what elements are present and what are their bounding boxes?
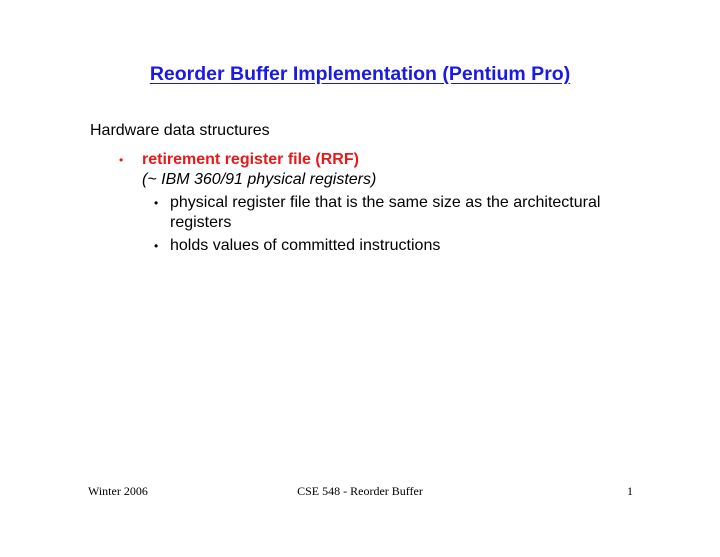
bullet-rrf-subtext: (~ IBM 360/91 physical registers)	[142, 171, 377, 188]
sub-bullet-text: holds values of committed instructions	[170, 237, 441, 254]
intro-text: Hardware data structures	[90, 122, 270, 139]
slide-title: Reorder Buffer Implementation (Pentium Pro)	[149, 63, 571, 85]
sub-bullet-text: physical register file that is the same size as the architectural registers	[170, 194, 601, 231]
bullet-rrf-label: retirement register file (RRF)	[142, 151, 359, 168]
bullet-icon: •	[154, 239, 159, 253]
bullet-icon: •	[154, 196, 159, 210]
footer-course: CSE 548 - Reorder Buffer	[297, 484, 423, 498]
footer-page-number: 1	[627, 484, 633, 498]
footer-term: Winter 2006	[88, 484, 148, 498]
bullet-icon: •	[119, 153, 124, 167]
